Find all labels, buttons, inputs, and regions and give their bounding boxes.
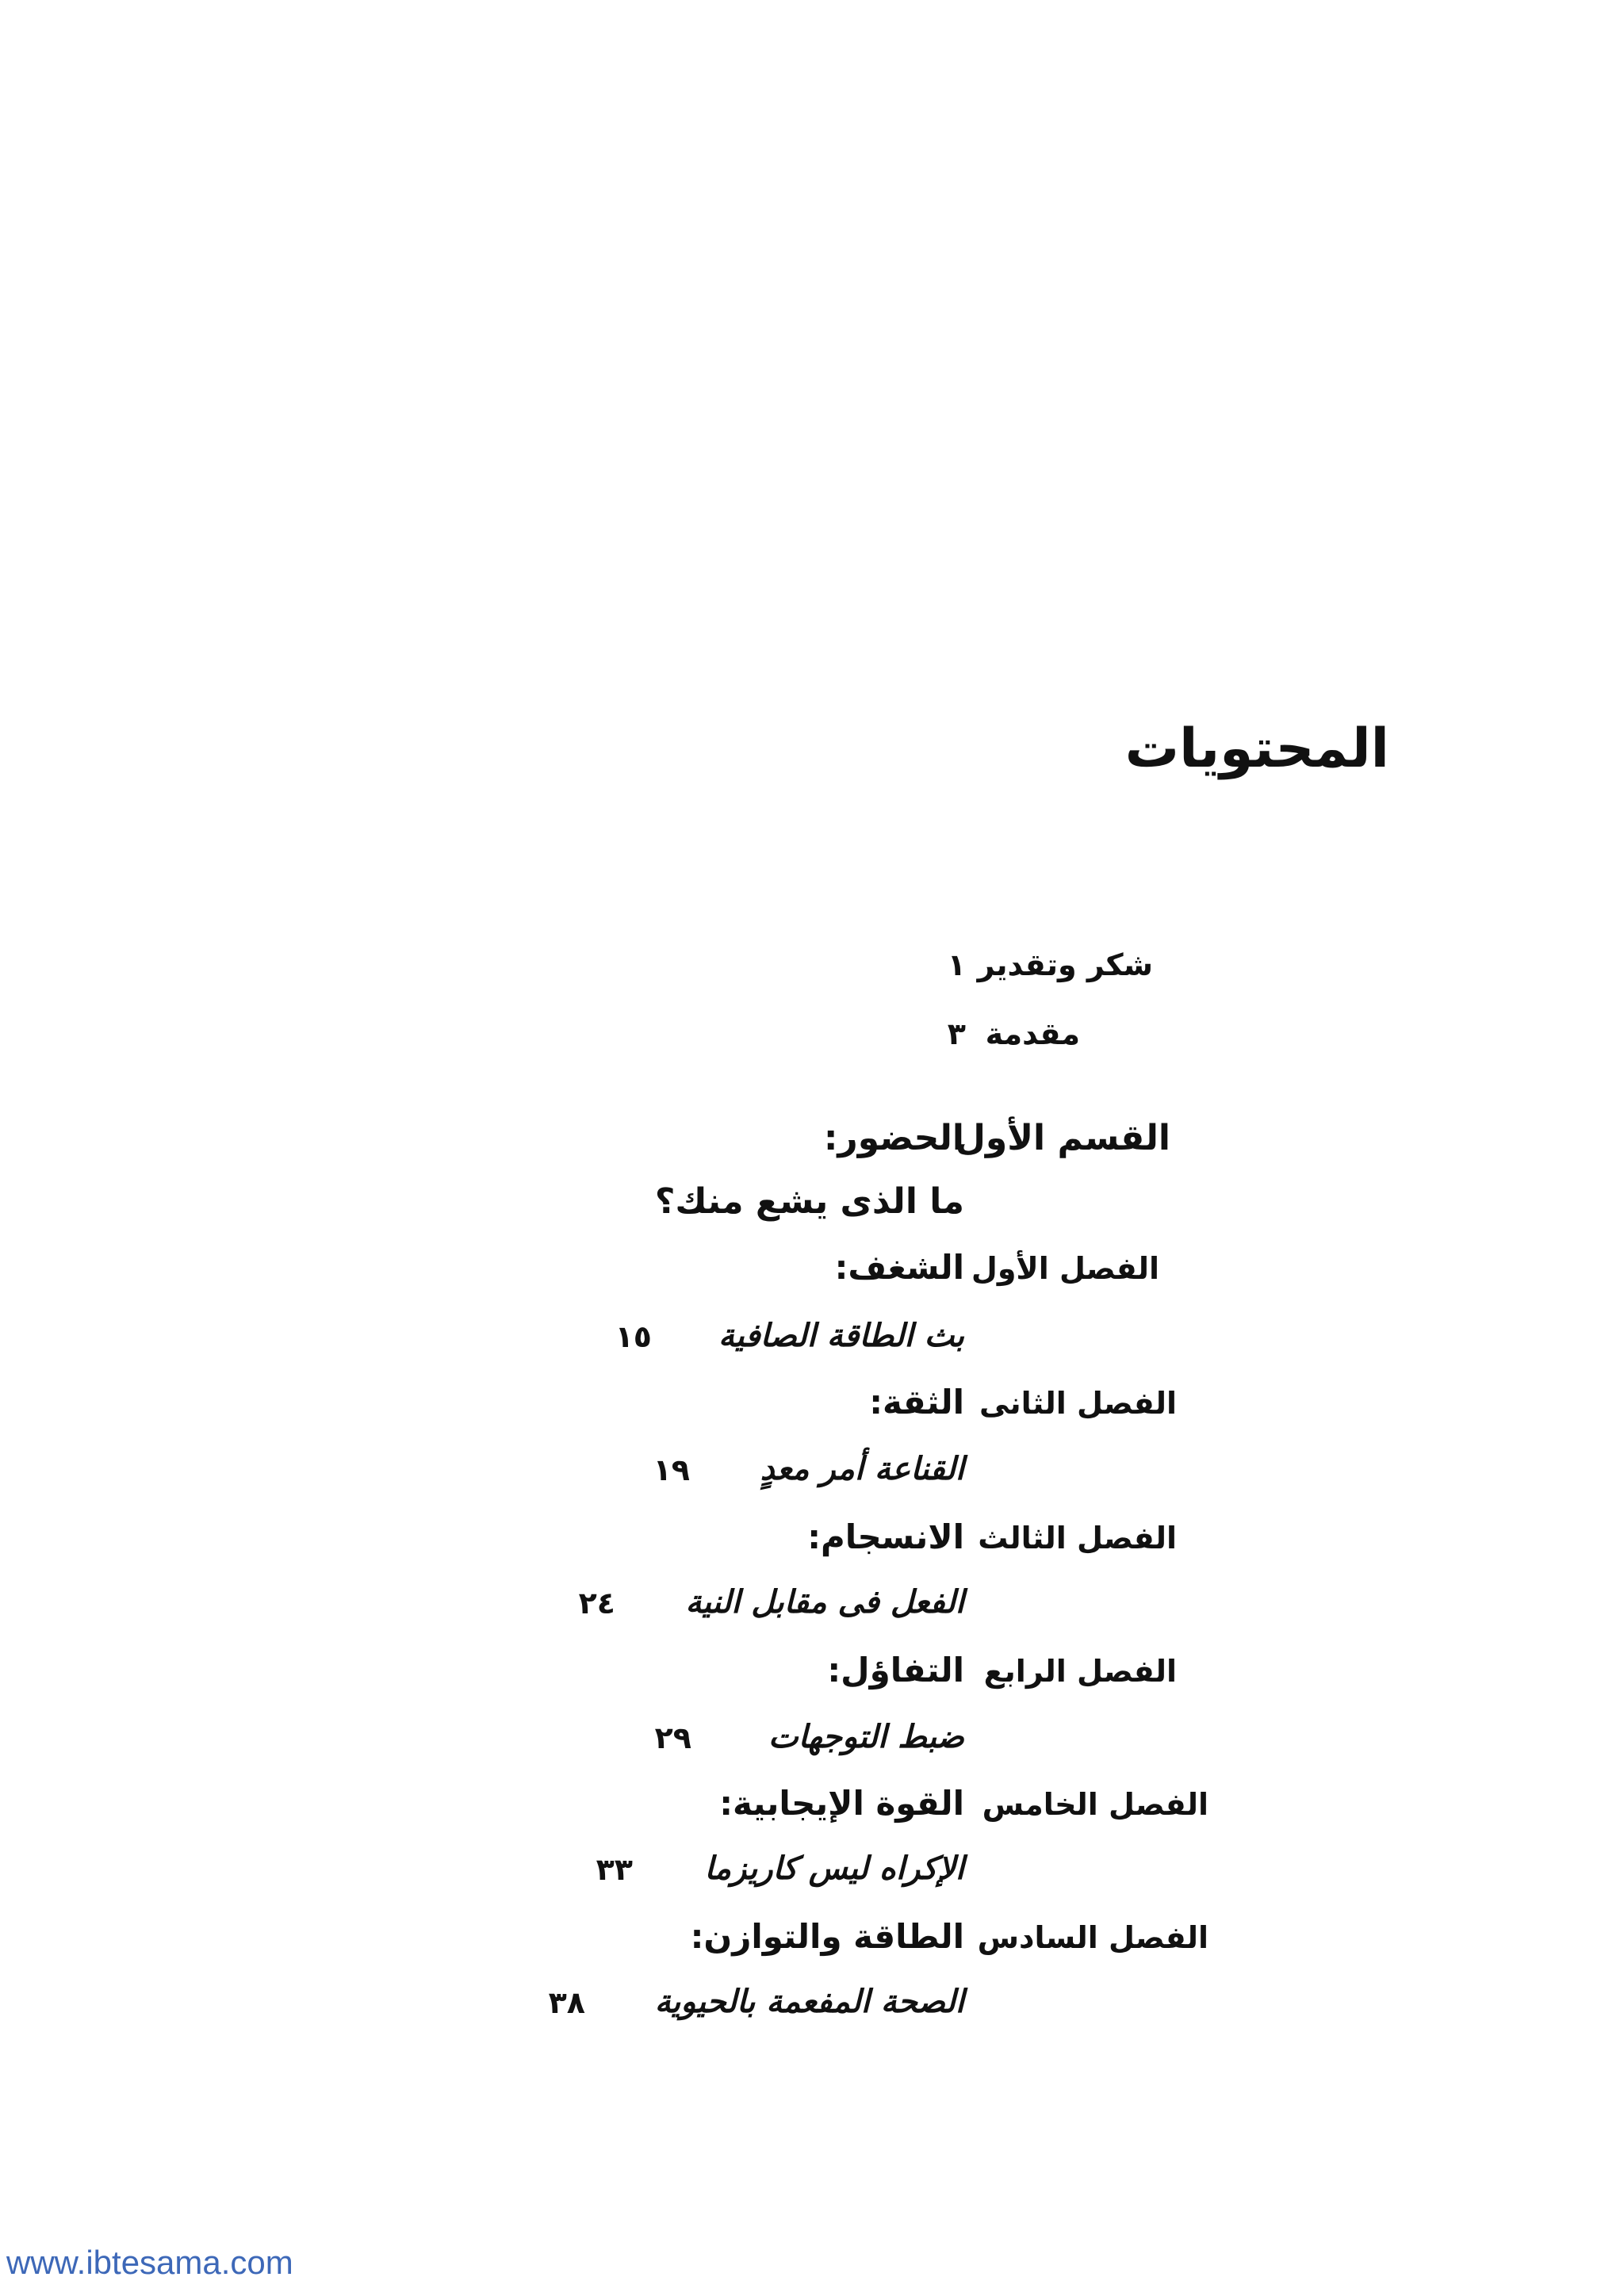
- chapter-heading: التفاؤل:: [827, 1651, 964, 1689]
- section-label: القسم الأول: [955, 1118, 1170, 1158]
- chapter-subtitle: بث الطاقة الصافية: [718, 1318, 964, 1354]
- chapter-label: الفصل الأول: [971, 1251, 1159, 1286]
- section-heading: الحضور:: [823, 1118, 964, 1158]
- chapter-heading: الثقة:: [869, 1383, 964, 1422]
- chapter-page: ٣٨: [548, 1985, 585, 2020]
- chapter-page: ٢٩: [654, 1720, 691, 1755]
- chapter-subtitle: الصحة المفعمة بالحيوية: [654, 1984, 964, 2020]
- chapter-heading: الشغف:: [834, 1248, 964, 1287]
- footer-website-link[interactable]: www.ibtesama.com: [6, 2244, 293, 2281]
- chapter-page: ٣٣: [596, 1852, 633, 1887]
- front-matter-label: مقدمة: [985, 1016, 1080, 1051]
- chapter-heading: القوة الإيجابية:: [719, 1784, 964, 1823]
- front-matter-page: ٣: [947, 1016, 966, 1051]
- chapter-heading: الانسجام:: [807, 1517, 964, 1556]
- chapter-label: الفصل الرابع: [983, 1654, 1177, 1689]
- chapter-label: الفصل الثانى: [979, 1386, 1177, 1421]
- chapter-subtitle: الفعل فى مقابل النية: [685, 1584, 964, 1621]
- chapter-heading: الطاقة والتوازن:: [690, 1917, 964, 1956]
- chapter-page: ١٩: [653, 1452, 690, 1487]
- page-title: المحتويات: [1124, 718, 1389, 780]
- chapter-label: الفصل الثالث: [978, 1521, 1177, 1556]
- chapter-subtitle: الإكراه ليس كاريزما: [704, 1850, 964, 1887]
- chapter-subtitle: ضبط التوجهات: [768, 1719, 964, 1755]
- chapter-label: الفصل الخامس: [982, 1787, 1208, 1822]
- chapter-page: ٢٤: [578, 1586, 615, 1621]
- section-subheading: ما الذى يشع منك؟: [654, 1181, 964, 1222]
- chapter-subtitle: القناعة أمر معدٍ: [760, 1451, 964, 1487]
- chapter-label: الفصل السادس: [977, 1920, 1208, 1955]
- front-matter-label: شكر وتقدير: [977, 947, 1153, 982]
- front-matter-page: ١: [947, 947, 966, 982]
- chapter-page: ١٥: [615, 1319, 652, 1354]
